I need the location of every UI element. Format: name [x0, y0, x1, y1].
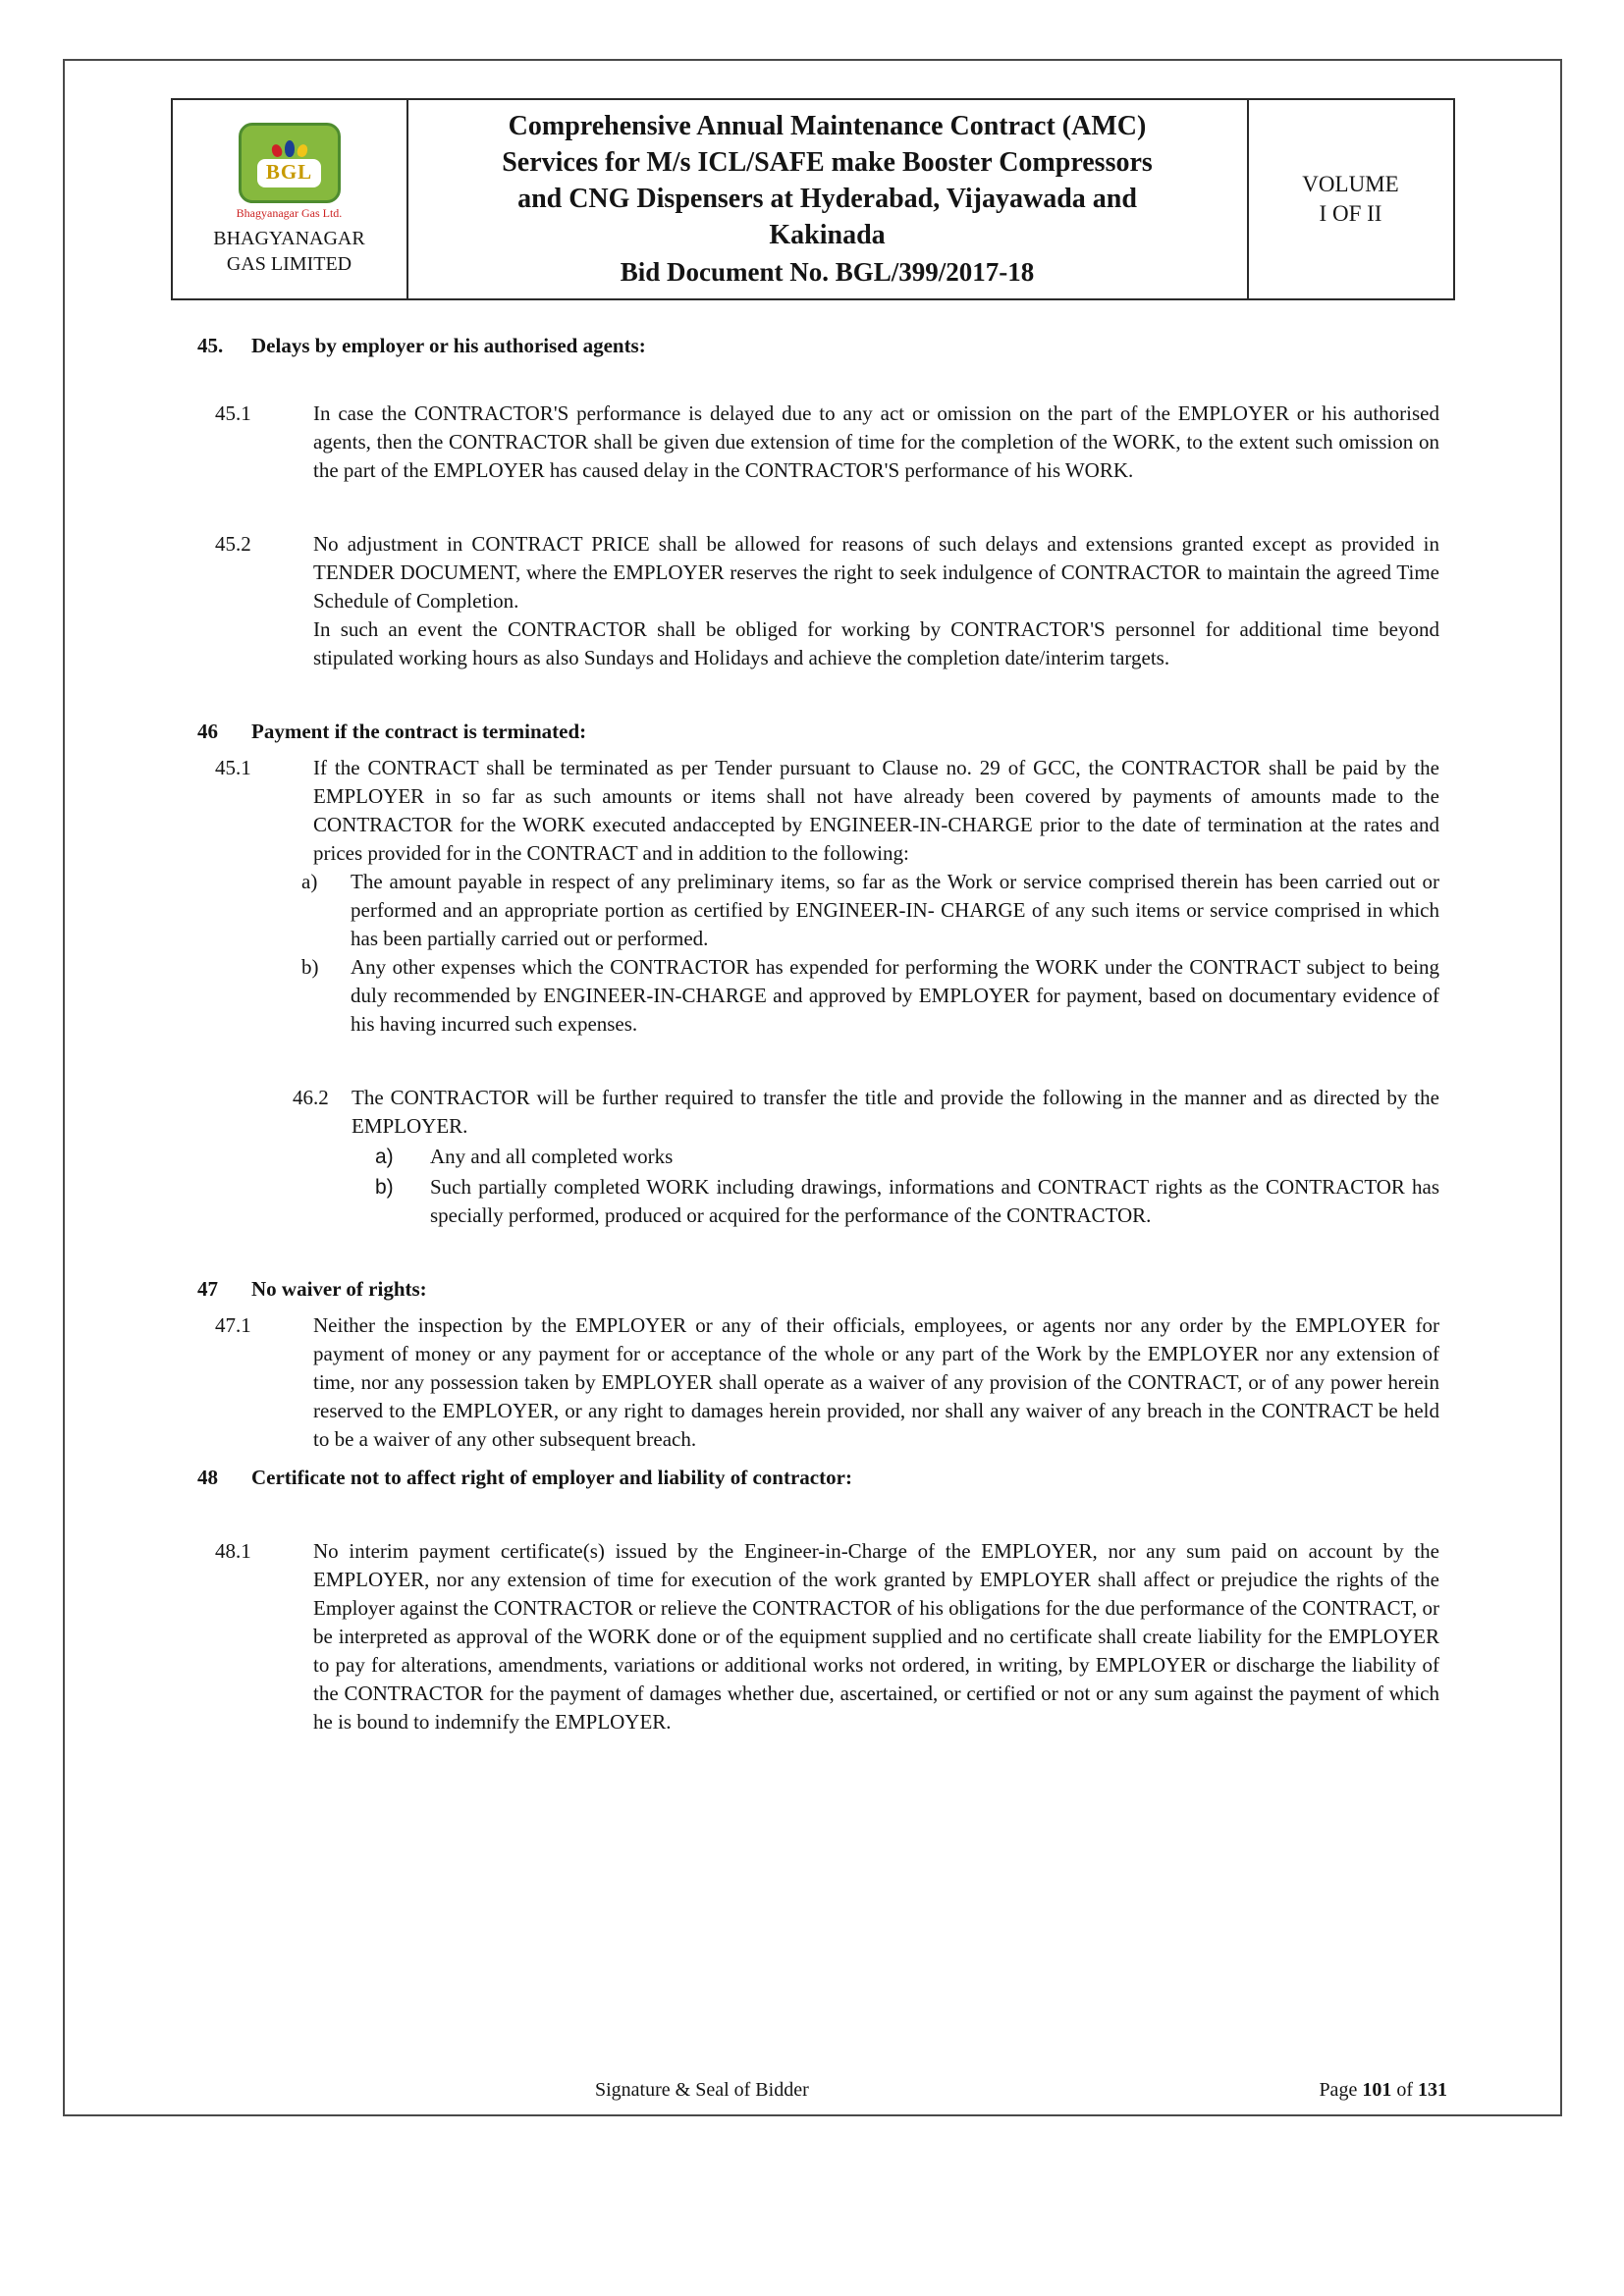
clause-item — [183, 1311, 1439, 1454]
section-title: Certificate not to affect right of employer and liability of contractor: — [251, 1466, 852, 1489]
page-border — [63, 59, 1562, 2116]
clause-number: 45.1 — [215, 401, 251, 425]
section-number: 48 — [197, 1466, 218, 1489]
section-heading — [183, 1275, 1439, 1304]
organization-name — [179, 226, 401, 277]
clause-body — [313, 400, 1439, 485]
clause-body — [313, 1311, 1439, 1454]
sub-clause-marker: b) — [375, 1176, 394, 1199]
clause-number: 47.1 — [215, 1313, 251, 1337]
header-row — [172, 99, 1454, 299]
clause-item — [183, 400, 1439, 485]
sub-clause-marker: a) — [301, 870, 318, 893]
signature-seal-label: Signature & Seal of Bidder — [595, 2079, 809, 2101]
document-title-line: Comprehensive Annual Maintenance Contract (AMC) — [508, 111, 1147, 141]
section-heading — [183, 1464, 1439, 1492]
clause-paragraph: The CONTRACTOR will be further required to transfer the title and provide the following in the manner and as directed by the EMPLOYER. — [352, 1086, 1439, 1138]
petal-blue-icon — [285, 140, 295, 157]
volume-cell — [1248, 99, 1454, 299]
clause-item — [183, 754, 1439, 1039]
of-word: of — [1396, 2079, 1413, 2101]
header-table — [171, 98, 1455, 300]
bgl-logo — [239, 123, 341, 203]
clause-number: 46.2 — [293, 1086, 329, 1109]
bid-document-number: Bid Document No. BGL/399/2017-18 — [620, 257, 1035, 287]
page-number — [1319, 2079, 1447, 2102]
clause-item — [183, 1537, 1439, 1736]
clause-item — [183, 530, 1439, 672]
logo-band — [257, 159, 321, 187]
clause-number: 45.2 — [215, 532, 251, 556]
section — [183, 1275, 1439, 1454]
sub-clause-text: Any and all completed works — [430, 1145, 674, 1168]
petal-yellow-icon — [296, 143, 309, 159]
document-title-line: and CNG Dispensers at Hyderabad, Vijayawada and — [517, 184, 1137, 214]
section-heading — [183, 718, 1439, 746]
title-cell — [407, 99, 1248, 299]
section — [183, 332, 1439, 672]
section-heading — [183, 332, 1439, 360]
sub-clause — [301, 868, 1439, 953]
logo-company-name: Bhagyanagar Gas Ltd. — [236, 205, 343, 220]
sub-clause-marker: b) — [301, 955, 319, 979]
sub-clause-marker: a) — [375, 1146, 394, 1168]
clause-body — [301, 754, 1439, 1039]
logo-cell — [172, 99, 407, 299]
section — [183, 718, 1439, 1230]
document-body — [183, 332, 1439, 1736]
petal-red-icon — [270, 143, 284, 159]
sub-clause-text: Any other expenses which the CONTRACTOR has expended for performing the WORK under the CONTRACT subject to being duly recommended by ENGINEER-IN-CHARGE and approved by EMPLOYER for payment, based on documentary evidence of his having incurred such expenses. — [351, 955, 1439, 1036]
logo-acronym: BGL — [265, 160, 313, 184]
sub-clause — [352, 1143, 1439, 1171]
section-number: 45. — [197, 334, 224, 357]
document-title-line: Services for M/s ICL/SAFE make Booster Compressors — [502, 147, 1153, 178]
page-total: 131 — [1418, 2079, 1447, 2101]
clause-paragraph: In case the CONTRACTOR'S performance is delayed due to any act or omission on the part of the EMPLOYER or his authorised agents, then the CONTRACTOR shall be given due extension of time for the completion of the WORK, to the extent such omission on the part of the EMPLOYER has caused delay in the CONTRACTOR'S performance of his WORK. — [313, 401, 1439, 482]
clause-paragraph: If the CONTRACT shall be terminated as per Tender pursuant to Clause no. 29 of GCC, the CONTRACTOR shall be paid by the EMPLOYER in so far as such amounts or items shall not have already been covered by payments of amounts made to the CONTRACTOR for the WORK executed andaccepted by ENGINEER-IN-CHARGE prior to the date of termination at the rates and prices provided for in the CONTRACT and in addition to the following: — [313, 756, 1439, 865]
section — [183, 1464, 1439, 1736]
clause-body — [352, 1084, 1439, 1230]
section-title: Payment if the contract is terminated: — [251, 720, 587, 743]
clause-body — [313, 530, 1439, 672]
sub-clause — [301, 953, 1439, 1039]
page-footer — [183, 2079, 1455, 2109]
organization-name-line2: GAS LIMITED — [226, 252, 352, 275]
clause-paragraph: Neither the inspection by the EMPLOYER or any of their officials, employees, or agents nor any order by the EMPLOYER for payment of money or any payment for or acceptance of the whole or any part of the Work by the EMPLOYER nor any extension of time, nor any possession taken by EMPLOYER shall operate as a waiver of any provision of the CONTRACT, or of any power herein reserved to the EMPLOYER, or any right to damages herein provided, nor shall any waiver of any breach in the CONTRACT be held to be a waiver of any other subsequent breach. — [313, 1313, 1439, 1451]
clause-paragraph: No adjustment in CONTRACT PRICE shall be allowed for reasons of such delays and extensions granted except as provided in TENDER DOCUMENT, where the EMPLOYER reserves the right to seek indulgence of CONTRACTOR to maintain the agreed Time Schedule of Completion. — [313, 532, 1439, 613]
section-number: 46 — [197, 720, 218, 743]
clause-paragraph: No interim payment certificate(s) issued by the Engineer-in-Charge of the EMPLOYER, nor any sum paid on account by the EMPLOYER, nor any extension of time for execution of the work granted by EMPLOYER shall affect or prejudice the rights of the Employer against the CONTRACTOR or relieve the CONTRACTOR of his obligations for the due performance of the CONTRACT, or be interpreted as approval of the WORK done or of the equipment supplied and no certificate shall create liability for the EMPLOYER to pay for alterations, amendments, variations or additional works not ordered, in writing, by EMPLOYER or discharge the liability of the CONTRACTOR for the payment of damages whether due, ascertained, or certified or not or any sum against the payment of which he is bound to indemnify the EMPLOYER. — [313, 1539, 1439, 1734]
page-word: Page — [1319, 2079, 1358, 2101]
volume-label-line1: VOLUME — [1302, 172, 1399, 196]
clause-item — [183, 1084, 1439, 1230]
section-number: 47 — [197, 1277, 218, 1301]
document-title-line: Kakinada — [769, 220, 886, 250]
volume-label-line2: I OF II — [1319, 201, 1382, 226]
section-title: No waiver of rights: — [251, 1277, 427, 1301]
clause-number: 48.1 — [215, 1539, 251, 1563]
clause-body — [313, 1537, 1439, 1736]
section-title: Delays by employer or his authorised agents: — [251, 334, 646, 357]
sub-clause — [352, 1173, 1439, 1230]
organization-name-line1: BHAGYANAGAR — [213, 227, 365, 249]
clause-paragraph: In such an event the CONTRACTOR shall be obliged for working by CONTRACTOR'S personnel for additional time beyond stipulated working hours as also Sundays and Holidays and achieve the completion date/interim targets. — [313, 617, 1439, 669]
sub-clause-text: Such partially completed WORK including drawings, informations and CONTRACT rights as the CONTRACTOR has specially performed, produced or acquired for the performance of the CONTRACTOR. — [430, 1175, 1439, 1227]
clause-number: 45.1 — [215, 756, 251, 779]
logo-flame-icon — [272, 137, 307, 157]
page-current: 101 — [1362, 2079, 1392, 2101]
sub-clause-text: The amount payable in respect of any preliminary items, so far as the Work or service comprised therein has been carried out or performed and an appropriate portion as certified by ENGINEER-IN- CHARGE of any such items or service comprised in which has been partially carried out or performed. — [351, 870, 1439, 950]
